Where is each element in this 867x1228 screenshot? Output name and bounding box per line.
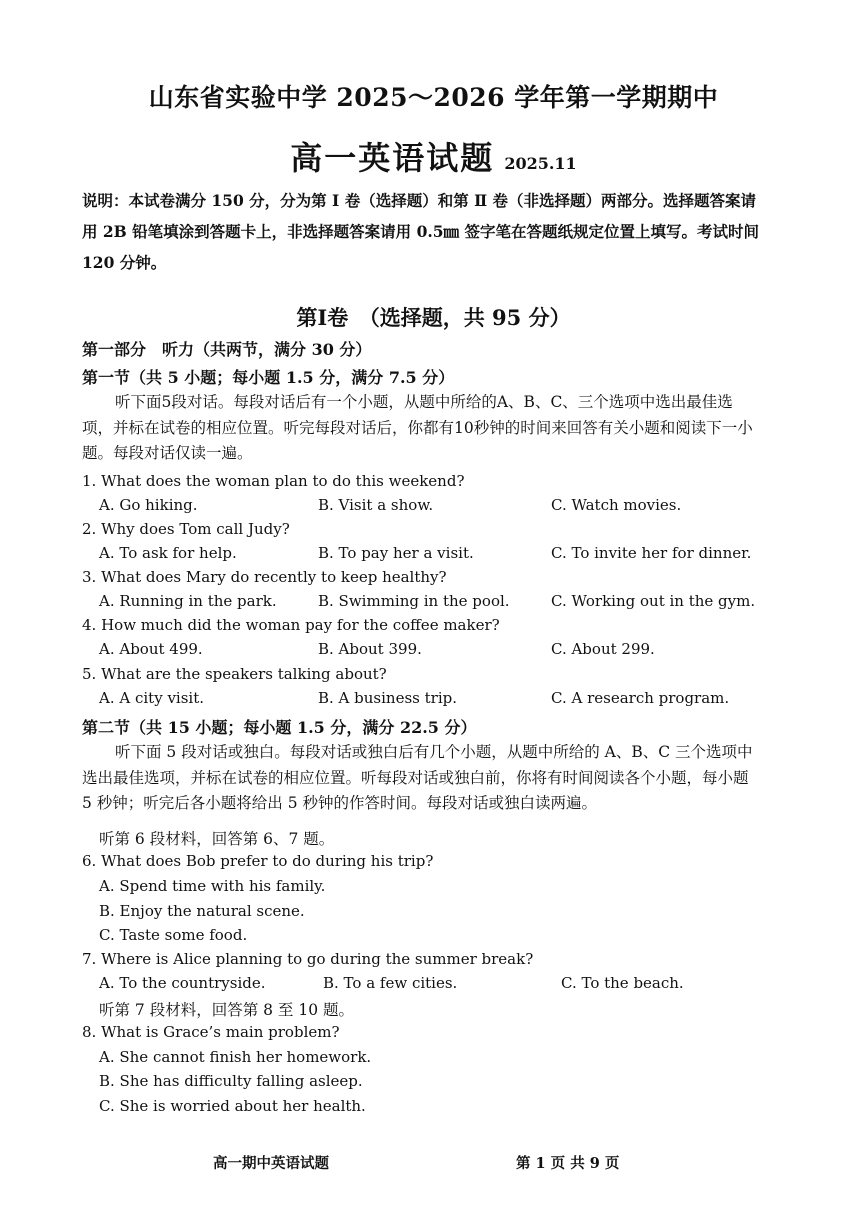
question-6: 6. What does Bob prefer to do during his trip? bbox=[82, 852, 434, 870]
material-7-note: 听第 7 段材料，回答第 8 至 10 题。 bbox=[99, 1001, 355, 1019]
q1-option-c: C. Watch movies. bbox=[551, 496, 682, 514]
section2-title: 第二节（共 15 小题；每小题 1.5 分，满分 22.5 分） bbox=[82, 718, 477, 737]
q4-option-a: A. About 499. bbox=[99, 640, 203, 658]
q7-option-b: B. To a few cities. bbox=[323, 974, 458, 992]
q6-option-a: A. Spend time with his family. bbox=[99, 877, 326, 895]
q2-option-b: B. To pay her a visit. bbox=[318, 544, 474, 562]
q8-option-a: A. She cannot finish her homework. bbox=[99, 1048, 372, 1066]
q7-option-c: C. To the beach. bbox=[561, 974, 684, 992]
q2-option-a: A. To ask for help. bbox=[99, 544, 237, 562]
q8-option-b: B. She has difficulty falling asleep. bbox=[99, 1072, 363, 1090]
section2-directions: 听下面 5 段对话或独白。每段对话或独白后有几个小题，从题中所给的 A、B、C 三个选项中选出最佳选项，并标在试卷的相应位置。听每段对话或独白前，你将有时间阅读各个小题，每小题 5 秒钟；听完后各小题将给出 5 秒钟的作答时间。每段对话或独白读两遍。 bbox=[82, 743, 753, 812]
section1-directions: 听下面5段对话。每段对话后有一个小题，从题中所给的A、B、C、三个选项中选出最佳选项，并标在试卷的相应位置。听完每段对话后，你都有10秒钟的时间来回答有关小题和阅读下一小题。每段对话仅读一遍。 bbox=[82, 393, 753, 462]
question-5: 5. What are the speakers talking about? bbox=[82, 665, 387, 683]
q3-option-c: C. Working out in the gym. bbox=[551, 592, 756, 610]
question-3: 3. What does Mary do recently to keep healthy? bbox=[82, 568, 447, 586]
exam-date: 2025.11 bbox=[504, 154, 577, 173]
q6-option-c: C. Taste some food. bbox=[99, 926, 248, 944]
footer-exam-name: 高一期中英语试题 bbox=[213, 1155, 329, 1172]
q5-option-c: C. A research program. bbox=[551, 689, 730, 707]
q4-option-b: B. About 399. bbox=[318, 640, 422, 658]
exam-title: 高一英语试题 bbox=[290, 139, 495, 177]
question-8: 8. What is Grace’s main problem? bbox=[82, 1023, 340, 1041]
q5-option-a: A. A city visit. bbox=[99, 689, 204, 707]
volume-title: 第Ⅰ卷 （选择题，共 95 分） bbox=[296, 305, 571, 330]
school-exam-heading: 山东省实验中学 2025～2026 学年第一学期期中 bbox=[148, 83, 719, 112]
q1-option-b: B. Visit a show. bbox=[318, 496, 434, 514]
question-2: 2. Why does Tom call Judy? bbox=[82, 520, 290, 538]
q7-option-a: A. To the countryside. bbox=[99, 974, 266, 992]
material-6-note: 听第 6 段材料，回答第 6、7 题。 bbox=[99, 830, 335, 848]
part1-title: 第一部分 听力（共两节，满分 30 分） bbox=[82, 340, 372, 359]
footer-page-number: 第 1 页 共 9 页 bbox=[516, 1155, 620, 1172]
q8-option-c: C. She is worried about her health. bbox=[99, 1097, 366, 1115]
q6-option-b: B. Enjoy the natural scene. bbox=[99, 902, 305, 920]
question-1: 1. What does the woman plan to do this weekend? bbox=[82, 472, 465, 490]
title-row bbox=[0, 133, 867, 179]
question-4: 4. How much did the woman pay for the coffee maker? bbox=[82, 616, 500, 634]
instructions: 说明：本试卷满分 150 分，分为第 Ⅰ 卷（选择题）和第 Ⅱ 卷（非选择题）两部分。选择题答案请用 2B 铅笔填涂到答题卡上，非选择题答案请用 0.5㎜ 签字笔在答题纸规定位置上填写。考试时间 120 分钟。 bbox=[82, 191, 759, 272]
q2-option-c: C. To invite her for dinner. bbox=[551, 544, 752, 562]
question-7: 7. Where is Alice planning to go during the summer break? bbox=[82, 950, 534, 968]
q3-option-b: B. Swimming in the pool. bbox=[318, 592, 510, 610]
section1-title: 第一节（共 5 小题；每小题 1.5 分，满分 7.5 分） bbox=[82, 368, 455, 387]
q1-option-a: A. Go hiking. bbox=[99, 496, 198, 514]
q3-option-a: A. Running in the park. bbox=[99, 592, 277, 610]
q5-option-b: B. A business trip. bbox=[318, 689, 457, 707]
q4-option-c: C. About 299. bbox=[551, 640, 655, 658]
